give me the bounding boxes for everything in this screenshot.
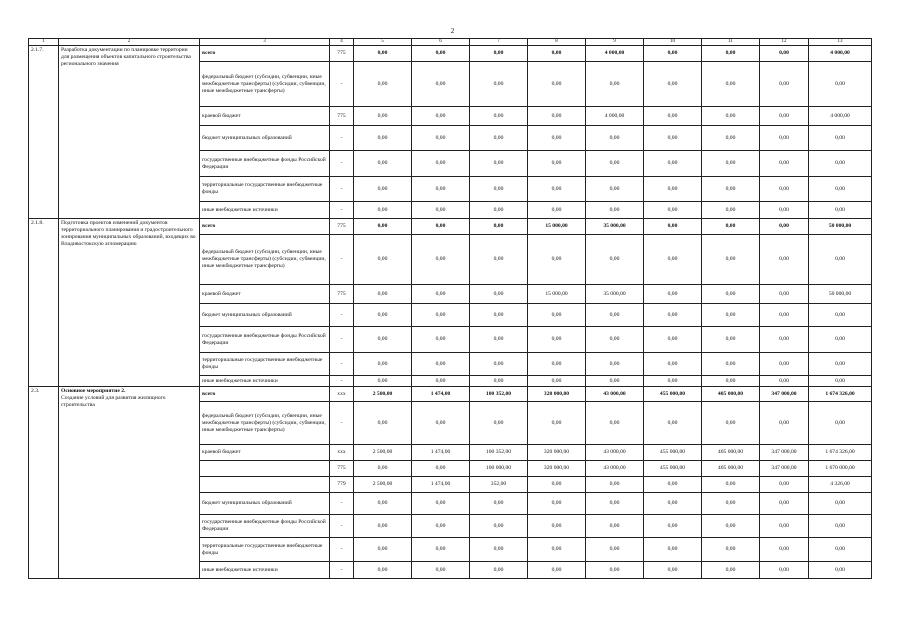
amount-cell: 0,00 bbox=[809, 493, 872, 515]
budget-code: 775 bbox=[330, 219, 354, 235]
amount-cell: 0,00 bbox=[702, 126, 760, 151]
funding-source: бюджет муниципальных образований bbox=[200, 493, 330, 515]
amount-cell: 405 000,00 bbox=[702, 445, 760, 461]
amount-cell: 0,00 bbox=[586, 353, 644, 376]
amount-cell: 0,00 bbox=[809, 353, 872, 376]
amount-cell: 0,00 bbox=[470, 376, 528, 387]
amount-cell: 0,00 bbox=[470, 46, 528, 62]
amount-cell: 0,00 bbox=[760, 562, 809, 579]
amount-cell: 0,00 bbox=[760, 46, 809, 62]
amount-cell: 0,00 bbox=[586, 327, 644, 353]
amount-cell: 0,00 bbox=[354, 515, 412, 538]
col-number: 13 bbox=[809, 39, 872, 46]
amount-cell: 0,00 bbox=[702, 46, 760, 62]
amount-cell: 4 000,00 bbox=[586, 46, 644, 62]
funding-source: краевой бюджет bbox=[200, 107, 330, 126]
amount-cell: 0,00 bbox=[586, 151, 644, 177]
amount-cell: 0,00 bbox=[354, 538, 412, 562]
amount-cell: 0,00 bbox=[354, 461, 412, 477]
amount-cell: 0,00 bbox=[470, 151, 528, 177]
amount-cell: 50 000,00 bbox=[809, 219, 872, 235]
amount-cell: 0,00 bbox=[760, 107, 809, 126]
amount-cell: 100 352,00 bbox=[470, 445, 528, 461]
amount-cell: 4 000,00 bbox=[809, 46, 872, 62]
amount-cell: 0,00 bbox=[809, 376, 872, 387]
amount-cell: 0,00 bbox=[809, 235, 872, 285]
amount-cell: 0,00 bbox=[760, 327, 809, 353]
amount-cell: 0,00 bbox=[760, 477, 809, 493]
amount-cell: 0,00 bbox=[760, 62, 809, 107]
amount-cell: 0,00 bbox=[354, 62, 412, 107]
amount-cell: 0,00 bbox=[644, 46, 702, 62]
amount-cell: 0,00 bbox=[702, 477, 760, 493]
section-code: 2.3. bbox=[29, 387, 59, 579]
amount-cell: 0,00 bbox=[470, 62, 528, 107]
amount-cell: 43 000,00 bbox=[586, 445, 644, 461]
funding-source: федеральный бюджет (субсидии, субвенции, иные межбюджетные трансферты) (субсидии, субвенции, иные межбюджетные трансферты) bbox=[200, 235, 330, 285]
budget-code: - bbox=[330, 304, 354, 327]
amount-cell: 0,00 bbox=[760, 515, 809, 538]
amount-cell: 0,00 bbox=[760, 151, 809, 177]
funding-source: государственные внебюджетные фонды Российской Федерации bbox=[200, 515, 330, 538]
amount-cell: 0,00 bbox=[354, 493, 412, 515]
amount-cell: 35 000,00 bbox=[586, 285, 644, 304]
amount-cell: 0,00 bbox=[809, 202, 872, 219]
amount-cell: 347 000,00 bbox=[760, 461, 809, 477]
amount-cell: 0,00 bbox=[528, 353, 586, 376]
amount-cell: 0,00 bbox=[354, 151, 412, 177]
amount-cell: 0,00 bbox=[528, 202, 586, 219]
col-number: 9 bbox=[586, 39, 644, 46]
amount-cell: 0,00 bbox=[470, 353, 528, 376]
amount-cell: 352,00 bbox=[470, 477, 528, 493]
section-title-cell bbox=[59, 46, 200, 219]
budget-code: 775 bbox=[330, 461, 354, 477]
table-row bbox=[29, 46, 872, 62]
amount-cell: 0,00 bbox=[528, 515, 586, 538]
amount-cell: 0,00 bbox=[644, 151, 702, 177]
amount-cell: 0,00 bbox=[412, 177, 470, 202]
col-number: 11 bbox=[702, 39, 760, 46]
amount-cell: 0,00 bbox=[809, 562, 872, 579]
amount-cell: 0,00 bbox=[470, 202, 528, 219]
amount-cell: 0,00 bbox=[702, 562, 760, 579]
amount-cell: 0,00 bbox=[644, 353, 702, 376]
amount-cell: 100 352,00 bbox=[470, 387, 528, 402]
amount-cell: 0,00 bbox=[702, 538, 760, 562]
amount-cell: 0,00 bbox=[760, 402, 809, 445]
amount-cell: 0,00 bbox=[412, 461, 470, 477]
amount-cell: 0,00 bbox=[470, 107, 528, 126]
amount-cell: 0,00 bbox=[644, 62, 702, 107]
amount-cell: 2 500,00 bbox=[354, 387, 412, 402]
budget-code: - bbox=[330, 562, 354, 579]
amount-cell: 0,00 bbox=[760, 304, 809, 327]
budget-code: - bbox=[330, 353, 354, 376]
amount-cell: 0,00 bbox=[470, 235, 528, 285]
col-number: 7 bbox=[470, 39, 528, 46]
amount-cell: 0,00 bbox=[412, 219, 470, 235]
amount-cell: 0,00 bbox=[470, 538, 528, 562]
funding-source: федеральный бюджет (субсидии, субвенции, иные межбюджетные трансферты) (субсидии, субвенции, иные межбюджетные трансферты) bbox=[200, 62, 330, 107]
amount-cell: 0,00 bbox=[354, 562, 412, 579]
amount-cell: 0,00 bbox=[760, 177, 809, 202]
amount-cell: 0,00 bbox=[470, 219, 528, 235]
amount-cell: 2 500,00 bbox=[354, 477, 412, 493]
amount-cell: 0,00 bbox=[412, 538, 470, 562]
amount-cell: 0,00 bbox=[644, 477, 702, 493]
budget-code: - bbox=[330, 493, 354, 515]
funding-source: краевой бюджет bbox=[200, 445, 330, 461]
amount-cell: 0,00 bbox=[412, 515, 470, 538]
budget-code: - bbox=[330, 202, 354, 219]
col-number: 5 bbox=[354, 39, 412, 46]
amount-cell: 1 474,00 bbox=[412, 445, 470, 461]
amount-cell: 0,00 bbox=[760, 126, 809, 151]
funding-source: иные внебюджетные источники bbox=[200, 376, 330, 387]
col-number: 2 bbox=[59, 39, 200, 46]
amount-cell: 0,00 bbox=[586, 235, 644, 285]
amount-cell: 0,00 bbox=[760, 376, 809, 387]
col-number: 12 bbox=[760, 39, 809, 46]
budget-code: - bbox=[330, 126, 354, 151]
amount-cell: 0,00 bbox=[354, 285, 412, 304]
amount-cell: 320 000,00 bbox=[528, 445, 586, 461]
amount-cell: 1 474,00 bbox=[412, 387, 470, 402]
amount-cell: 0,00 bbox=[809, 402, 872, 445]
funding-source: краевой бюджет bbox=[200, 285, 330, 304]
amount-cell: 0,00 bbox=[354, 402, 412, 445]
section-title: Разработка документации по планировке территории для размещения объектов капитального строительства регионального значения bbox=[61, 47, 191, 67]
amount-cell: 0,00 bbox=[644, 126, 702, 151]
amount-cell: 0,00 bbox=[528, 126, 586, 151]
amount-cell: 0,00 bbox=[412, 402, 470, 445]
budget-code: 775 bbox=[330, 46, 354, 62]
amount-cell: 0,00 bbox=[586, 304, 644, 327]
funding-source: территориальные государственные внебюджетные фонды bbox=[200, 177, 330, 202]
amount-cell: 0,00 bbox=[702, 177, 760, 202]
section-code: 2.1.7. bbox=[29, 46, 59, 219]
amount-cell: 0,00 bbox=[354, 202, 412, 219]
funding-source: иные внебюджетные источники bbox=[200, 562, 330, 579]
amount-cell: 0,00 bbox=[644, 515, 702, 538]
amount-cell: 455 000,00 bbox=[644, 461, 702, 477]
funding-source: бюджет муниципальных образований bbox=[200, 126, 330, 151]
table-row bbox=[29, 219, 872, 235]
budget-code: - bbox=[330, 376, 354, 387]
amount-cell: 0,00 bbox=[760, 235, 809, 285]
amount-cell: 320 000,00 bbox=[528, 461, 586, 477]
amount-cell: 0,00 bbox=[528, 107, 586, 126]
col-number: 8 bbox=[528, 39, 586, 46]
amount-cell: 0,00 bbox=[470, 126, 528, 151]
amount-cell: 0,00 bbox=[644, 304, 702, 327]
funding-source: государственные внебюджетные фонды Российской Федерации bbox=[200, 151, 330, 177]
amount-cell: 15 000,00 bbox=[528, 285, 586, 304]
col-number: 3 bbox=[200, 39, 330, 46]
amount-cell: 0,00 bbox=[702, 327, 760, 353]
amount-cell: 0,00 bbox=[412, 62, 470, 107]
amount-cell: 0,00 bbox=[354, 107, 412, 126]
amount-cell: 0,00 bbox=[809, 538, 872, 562]
amount-cell: 0,00 bbox=[644, 107, 702, 126]
funding-source: всего bbox=[200, 46, 330, 62]
amount-cell: 0,00 bbox=[470, 304, 528, 327]
budget-code: 775 bbox=[330, 107, 354, 126]
column-number-row bbox=[29, 39, 872, 46]
amount-cell: 0,00 bbox=[809, 304, 872, 327]
amount-cell: 320 000,00 bbox=[528, 387, 586, 402]
amount-cell: 0,00 bbox=[644, 235, 702, 285]
amount-cell: 0,00 bbox=[702, 515, 760, 538]
amount-cell: 1 474,00 bbox=[412, 477, 470, 493]
section-code: 2.1.8. bbox=[29, 219, 59, 387]
amount-cell: 15 000,00 bbox=[528, 219, 586, 235]
amount-cell: 0,00 bbox=[809, 327, 872, 353]
amount-cell: 0,00 bbox=[644, 562, 702, 579]
amount-cell: 0,00 bbox=[412, 376, 470, 387]
amount-cell: 0,00 bbox=[702, 219, 760, 235]
page-number: 2 bbox=[450, 27, 455, 35]
amount-cell: 0,00 bbox=[586, 538, 644, 562]
section-title-cell bbox=[59, 219, 200, 387]
col-number: 6 bbox=[412, 39, 470, 46]
budget-code: xxx bbox=[330, 387, 354, 402]
funding-source bbox=[200, 477, 330, 493]
amount-cell: 0,00 bbox=[702, 62, 760, 107]
amount-cell: 0,00 bbox=[412, 353, 470, 376]
section-title: Создание условий для развития жилищного строительства bbox=[61, 395, 166, 408]
amount-cell: 0,00 bbox=[528, 62, 586, 107]
amount-cell: 0,00 bbox=[528, 562, 586, 579]
amount-cell: 0,00 bbox=[809, 515, 872, 538]
amount-cell: 0,00 bbox=[412, 285, 470, 304]
amount-cell: 0,00 bbox=[528, 493, 586, 515]
amount-cell: 43 000,00 bbox=[586, 461, 644, 477]
amount-cell: 0,00 bbox=[528, 151, 586, 177]
amount-cell: 0,00 bbox=[586, 493, 644, 515]
amount-cell: 455 000,00 bbox=[644, 387, 702, 402]
amount-cell: 0,00 bbox=[760, 285, 809, 304]
amount-cell: 0,00 bbox=[470, 493, 528, 515]
amount-cell: 1 674 326,00 bbox=[809, 445, 872, 461]
amount-cell: 0,00 bbox=[528, 46, 586, 62]
amount-cell: 1 674 326,00 bbox=[809, 387, 872, 402]
budget-code: 775 bbox=[330, 285, 354, 304]
amount-cell: 0,00 bbox=[354, 376, 412, 387]
amount-cell: 0,00 bbox=[528, 304, 586, 327]
amount-cell: 0,00 bbox=[528, 235, 586, 285]
amount-cell: 50 000,00 bbox=[809, 285, 872, 304]
amount-cell: 0,00 bbox=[586, 515, 644, 538]
amount-cell: 0,00 bbox=[586, 62, 644, 107]
amount-cell: 0,00 bbox=[809, 151, 872, 177]
amount-cell: 0,00 bbox=[644, 285, 702, 304]
amount-cell: 0,00 bbox=[528, 327, 586, 353]
funding-source bbox=[200, 461, 330, 477]
funding-source: федеральный бюджет (субсидии, субвенции, иные межбюджетные трансферты) (субсидии, субвенции, иные межбюджетные трансферты) bbox=[200, 402, 330, 445]
amount-cell: 0,00 bbox=[470, 562, 528, 579]
amount-cell: 0,00 bbox=[809, 177, 872, 202]
amount-cell: 0,00 bbox=[702, 202, 760, 219]
amount-cell: 0,00 bbox=[586, 376, 644, 387]
amount-cell: 0,00 bbox=[412, 107, 470, 126]
amount-cell: 455 000,00 bbox=[644, 445, 702, 461]
budget-code: - bbox=[330, 515, 354, 538]
amount-cell: 0,00 bbox=[644, 402, 702, 445]
budget-code: - bbox=[330, 235, 354, 285]
budget-code: - bbox=[330, 402, 354, 445]
amount-cell: 0,00 bbox=[354, 304, 412, 327]
amount-cell: 0,00 bbox=[412, 46, 470, 62]
budget-code: - bbox=[330, 62, 354, 107]
amount-cell: 0,00 bbox=[412, 235, 470, 285]
amount-cell: 0,00 bbox=[702, 353, 760, 376]
budget-code: - bbox=[330, 538, 354, 562]
amount-cell: 0,00 bbox=[412, 562, 470, 579]
budget-code: xxx bbox=[330, 445, 354, 461]
amount-cell: 43 000,00 bbox=[586, 387, 644, 402]
amount-cell: 0,00 bbox=[528, 376, 586, 387]
budget-code: - bbox=[330, 327, 354, 353]
amount-cell: 347 000,00 bbox=[760, 445, 809, 461]
budget-code: - bbox=[330, 177, 354, 202]
amount-cell: 0,00 bbox=[760, 493, 809, 515]
amount-cell: 0,00 bbox=[702, 235, 760, 285]
section-title-cell bbox=[59, 387, 200, 579]
amount-cell: 0,00 bbox=[702, 107, 760, 126]
amount-cell: 0,00 bbox=[644, 202, 702, 219]
amount-cell: 0,00 bbox=[586, 477, 644, 493]
amount-cell: 0,00 bbox=[586, 202, 644, 219]
funding-source: государственные внебюджетные фонды Российской Федерации bbox=[200, 327, 330, 353]
col-number: 4 bbox=[330, 39, 354, 46]
col-number: 10 bbox=[644, 39, 702, 46]
section-title-bold: Основное мероприятие 2. bbox=[61, 388, 126, 394]
amount-cell: 0,00 bbox=[412, 151, 470, 177]
amount-cell: 0,00 bbox=[528, 177, 586, 202]
section-title: Подготовка проектов изменений документов территориального планирования и градостроительного зонирования муниципальных образований, входящих во Владивостокскую агломерацию bbox=[61, 220, 196, 247]
amount-cell: 0,00 bbox=[528, 402, 586, 445]
amount-cell: 0,00 bbox=[470, 177, 528, 202]
funding-source: территориальные государственные внебюджетные фонды bbox=[200, 353, 330, 376]
amount-cell: 35 000,00 bbox=[586, 219, 644, 235]
amount-cell: 0,00 bbox=[702, 151, 760, 177]
amount-cell: 0,00 bbox=[354, 177, 412, 202]
col-number: 1 bbox=[29, 39, 59, 46]
amount-cell: 0,00 bbox=[644, 538, 702, 562]
amount-cell: 0,00 bbox=[809, 62, 872, 107]
amount-cell: 0,00 bbox=[354, 353, 412, 376]
amount-cell: 0,00 bbox=[702, 493, 760, 515]
budget-code: - bbox=[330, 151, 354, 177]
amount-cell: 0,00 bbox=[354, 219, 412, 235]
amount-cell: 405 000,00 bbox=[702, 461, 760, 477]
amount-cell: 0,00 bbox=[412, 126, 470, 151]
amount-cell: 0,00 bbox=[644, 327, 702, 353]
amount-cell: 0,00 bbox=[354, 46, 412, 62]
amount-cell: 0,00 bbox=[644, 376, 702, 387]
amount-cell: 0,00 bbox=[702, 376, 760, 387]
funding-source: бюджет муниципальных образований bbox=[200, 304, 330, 327]
amount-cell: 0,00 bbox=[412, 327, 470, 353]
amount-cell: 0,00 bbox=[528, 538, 586, 562]
amount-cell: 0,00 bbox=[412, 304, 470, 327]
funding-source: иные внебюджетные источники bbox=[200, 202, 330, 219]
amount-cell: 0,00 bbox=[644, 177, 702, 202]
amount-cell: 100 000,00 bbox=[470, 461, 528, 477]
amount-cell: 0,00 bbox=[586, 402, 644, 445]
funding-source: всего bbox=[200, 219, 330, 235]
amount-cell: 0,00 bbox=[354, 327, 412, 353]
amount-cell: 0,00 bbox=[760, 538, 809, 562]
amount-cell: 0,00 bbox=[412, 493, 470, 515]
amount-cell: 0,00 bbox=[586, 177, 644, 202]
amount-cell: 0,00 bbox=[702, 402, 760, 445]
amount-cell: 4 326,00 bbox=[809, 477, 872, 493]
amount-cell: 0,00 bbox=[354, 126, 412, 151]
funding-source: территориальные государственные внебюджетные фонды bbox=[200, 538, 330, 562]
amount-cell: 347 000,00 bbox=[760, 387, 809, 402]
amount-cell: 0,00 bbox=[702, 285, 760, 304]
amount-cell: 0,00 bbox=[644, 493, 702, 515]
amount-cell: 4 000,00 bbox=[809, 107, 872, 126]
amount-cell: 0,00 bbox=[470, 402, 528, 445]
amount-cell: 0,00 bbox=[528, 477, 586, 493]
table-row bbox=[29, 387, 872, 402]
amount-cell: 0,00 bbox=[809, 126, 872, 151]
amount-cell: 0,00 bbox=[760, 219, 809, 235]
amount-cell: 2 500,00 bbox=[354, 445, 412, 461]
budget-code: 779 bbox=[330, 477, 354, 493]
amount-cell: 0,00 bbox=[470, 515, 528, 538]
amount-cell: 0,00 bbox=[470, 285, 528, 304]
amount-cell: 0,00 bbox=[470, 327, 528, 353]
amount-cell: 4 000,00 bbox=[586, 107, 644, 126]
amount-cell: 0,00 bbox=[354, 235, 412, 285]
budget-table bbox=[28, 38, 872, 579]
funding-source: всего bbox=[200, 387, 330, 402]
amount-cell: 0,00 bbox=[702, 304, 760, 327]
amount-cell: 0,00 bbox=[760, 202, 809, 219]
amount-cell: 0,00 bbox=[586, 126, 644, 151]
amount-cell: 0,00 bbox=[412, 202, 470, 219]
amount-cell: 0,00 bbox=[644, 219, 702, 235]
amount-cell: 0,00 bbox=[760, 353, 809, 376]
amount-cell: 405 000,00 bbox=[702, 387, 760, 402]
amount-cell: 0,00 bbox=[586, 562, 644, 579]
amount-cell: 1 670 000,00 bbox=[809, 461, 872, 477]
